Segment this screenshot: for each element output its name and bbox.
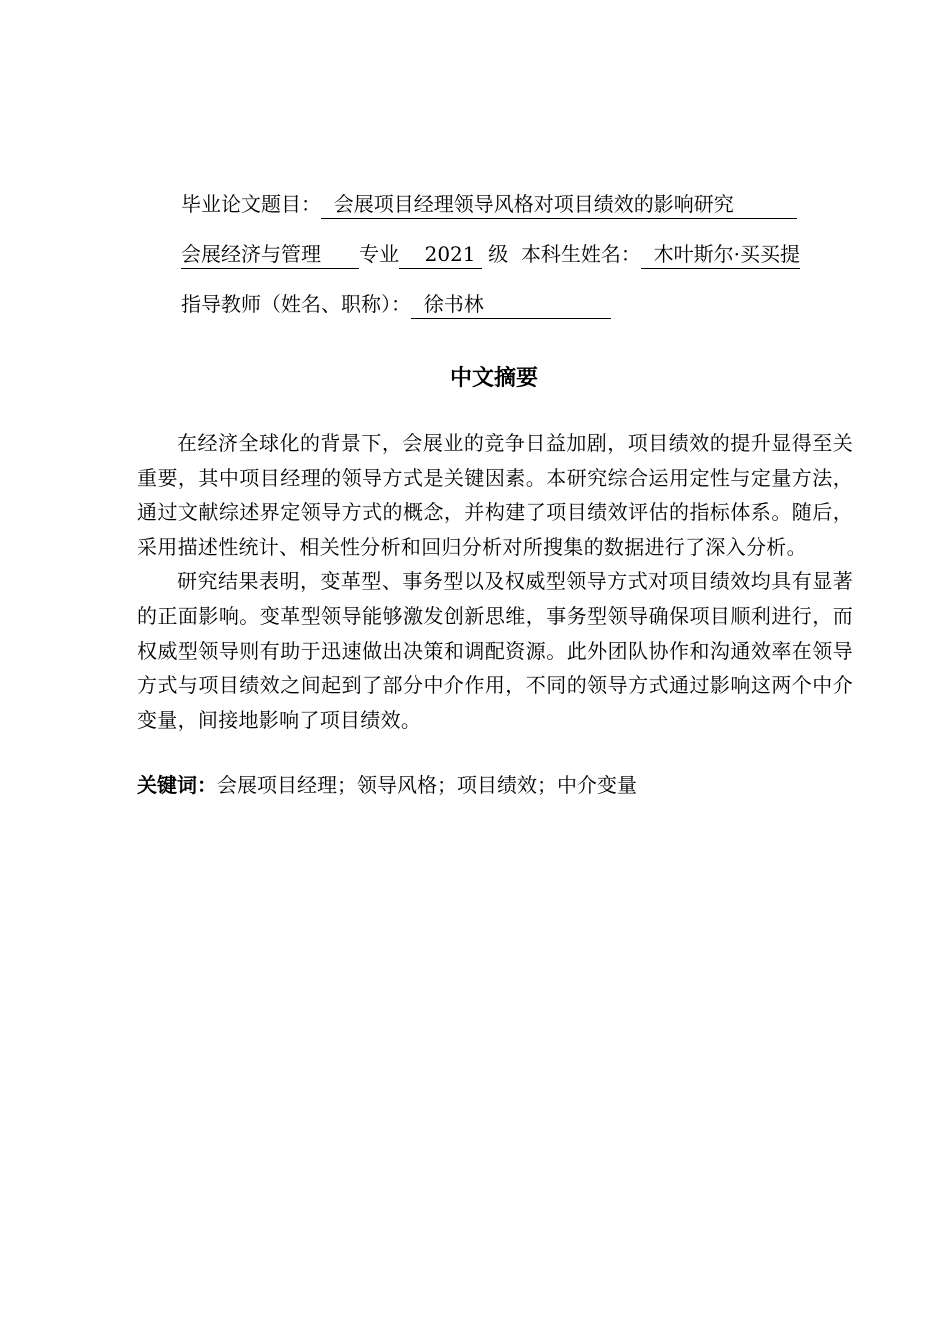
major-label: 专业	[359, 242, 400, 266]
major-field	[181, 241, 359, 269]
keywords-line	[137, 770, 637, 800]
advisor-label: 指导教师（姓名、职称）：	[181, 292, 411, 316]
student-name-field	[641, 241, 800, 269]
thesis-title-line	[181, 190, 797, 219]
advisor-name: 徐书林	[423, 292, 484, 316]
thesis-title-label: 毕业论文题目：	[181, 192, 321, 216]
student-label: 本科生姓名：	[520, 242, 641, 266]
major: 会展经济与管理	[181, 242, 321, 266]
advisor-line	[181, 290, 611, 319]
abstract-paragraph: 研究结果表明，变革型、事务型以及权威型领导方式对项目绩效均具有显著的正面影响。变革型领导能够激发创新思维，事务型领导确保项目顺利进行，而权威型领导则有助于迅速做出决策和调配资源。此外团队协作和沟通效率在领导方式与项目绩效之间起到了部分中介作用，不同的领导方式通过影响这两个中介变量，间接地影响了项目绩效。	[137, 569, 853, 732]
advisor-field	[411, 291, 611, 319]
abstract-title: 中文摘要	[449, 366, 538, 391]
student-info-line	[181, 240, 800, 269]
keywords-label: 关键词：	[137, 773, 217, 797]
thesis-title: 会展项目经理领导风格对项目绩效的影响研究	[333, 192, 734, 216]
grade-label: 级	[488, 242, 509, 266]
keywords: 会展项目经理；领导风格；项目绩效；中介变量	[217, 773, 637, 797]
student-name: 木叶斯尔·买买提	[653, 242, 801, 266]
abstract-paragraph: 在经济全球化的背景下，会展业的竞争日益加剧，项目绩效的提升显得至关重要，其中项目经理的领导方式是关键因素。本研究综合运用定性与定量方法，通过文献综述界定领导方式的概念，并构建了项目绩效评估的指标体系。随后，采用描述性统计、相关性分析和回归分析对所搜集的数据进行了深入分析。	[137, 431, 853, 559]
thesis-title-field	[321, 191, 797, 219]
grade-field	[399, 241, 482, 269]
grade: 2021	[424, 242, 476, 266]
abstract-body	[137, 426, 853, 737]
